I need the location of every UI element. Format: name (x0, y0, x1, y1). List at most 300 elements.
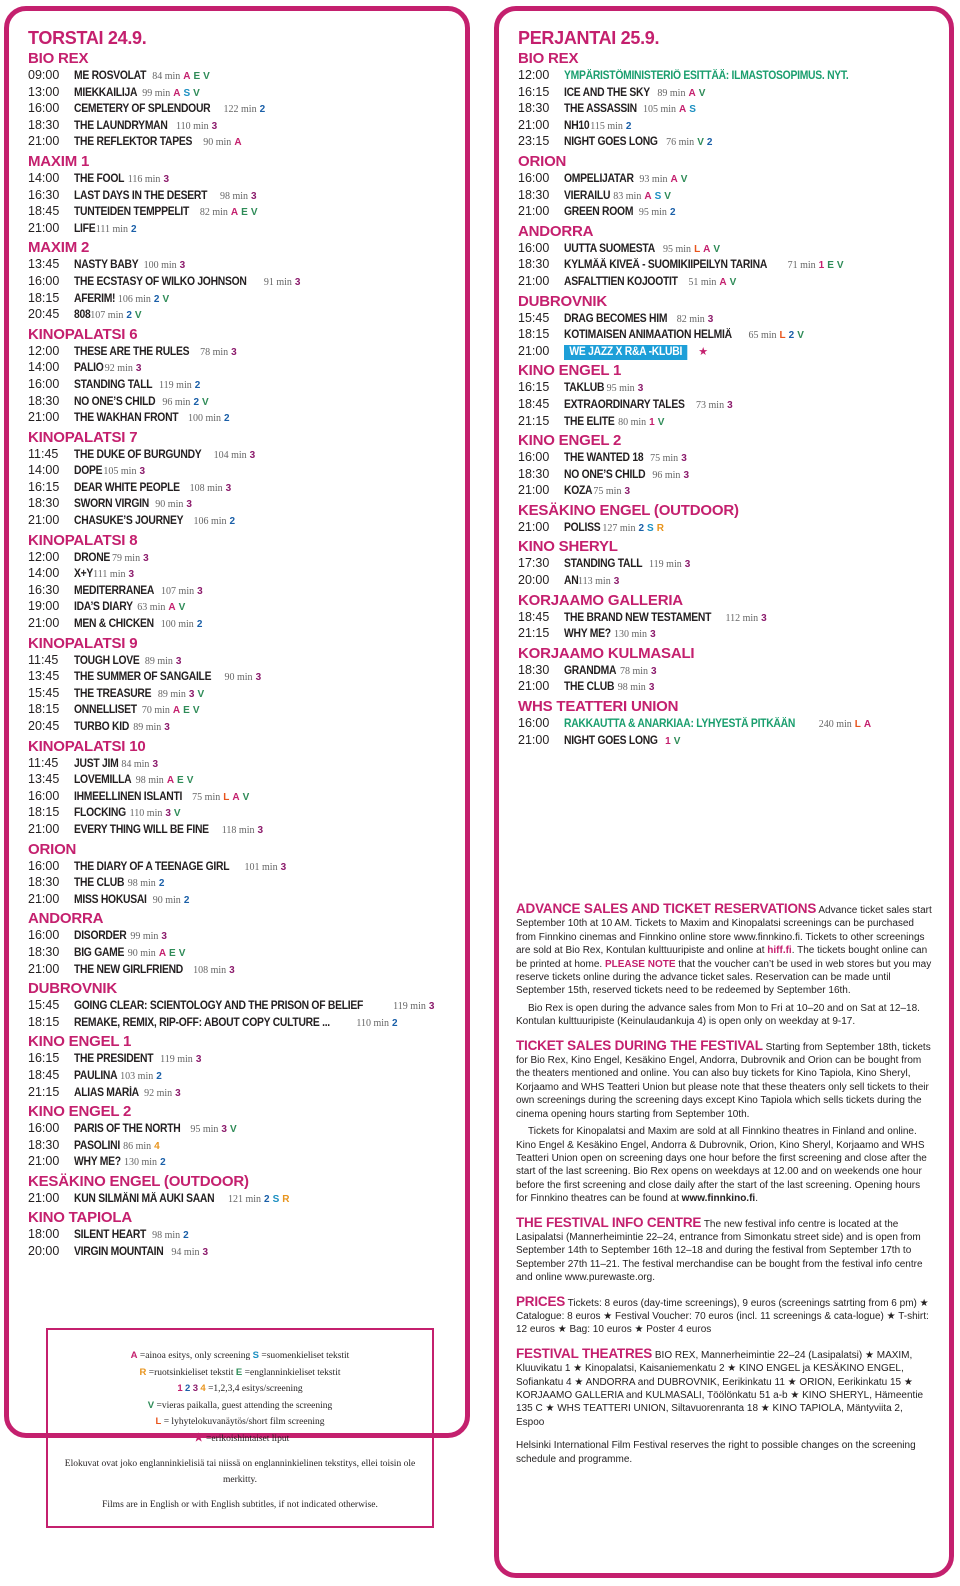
screening-meta (609, 188, 671, 205)
duration: 90 min (155, 499, 184, 511)
legend-text-nums: =1,2,3,4 esitys/screening (208, 1384, 303, 1394)
venue-heading: KINOPALATSI 6 (28, 325, 138, 343)
screening-row (28, 1121, 458, 1138)
film-title: BIG GAME (74, 946, 125, 959)
screening-time: 16:00 (518, 240, 550, 255)
screening-meta (586, 118, 631, 135)
screening-meta (692, 397, 733, 414)
screening-time: 23:15 (518, 134, 550, 149)
screening-meta (133, 599, 185, 616)
screening-time: 09:00 (28, 68, 60, 82)
screening-code: E (169, 947, 176, 959)
film-title: EVERY THING WILL BE FINE (74, 823, 209, 836)
film-title: YMPÄRISTÖMINISTERIÖ ESITTÄÄ: ILMASTOSOPIMUS. NYT. (564, 70, 849, 82)
screening-time: 18:30 (28, 1137, 60, 1152)
duration: 118 min (221, 824, 255, 836)
screening-meta (646, 450, 687, 467)
screening-code: 3 (428, 1001, 435, 1013)
screening-code: 2 (706, 137, 713, 149)
screening-meta (172, 118, 217, 135)
screening-time: 21:00 (518, 732, 550, 747)
screening-code: A (173, 87, 181, 99)
screening-meta (603, 380, 644, 397)
screening-row (28, 188, 458, 205)
legend-key-l: L (155, 1416, 162, 1427)
screening-code: V (729, 276, 737, 288)
venue-heading: KINOPALATSI 9 (28, 634, 138, 652)
screening-meta (610, 626, 656, 643)
screening-time: 16:00 (518, 716, 550, 731)
film-title: THE SUMMER OF SANGAILE (74, 671, 212, 684)
duration: 112 min (725, 612, 759, 624)
screening-code: V (797, 330, 804, 342)
screening-meta (138, 702, 200, 719)
legend-note-en: Films are in English or with English subtitles, if not indicated otherwise. (102, 1500, 378, 1510)
screening-time: 15:45 (518, 310, 550, 325)
screening-time: 15:45 (28, 685, 60, 700)
screening-code: R (656, 522, 664, 534)
venue-heading: KINOPALATSI 8 (28, 531, 138, 549)
screening-row (518, 241, 948, 258)
screening-row (28, 789, 458, 806)
duration: 119 min (393, 1001, 426, 1013)
legend-text-s: =suomenkieliset tekstit (261, 1351, 350, 1361)
hiff-link[interactable]: hiff.fi (767, 945, 792, 957)
prices-section (516, 1295, 932, 1337)
film-title: WHY ME? (564, 628, 611, 641)
film-title: THE FOOL (74, 172, 125, 185)
screening-row (28, 1015, 458, 1032)
screening-code: 3 (135, 363, 142, 375)
screening-code: E (177, 775, 184, 787)
screening-code: 3 (624, 486, 631, 498)
screening-time: 21:00 (28, 616, 60, 631)
screening-code: 3 (651, 665, 657, 677)
screening-time: 12:00 (518, 68, 550, 82)
screening-row (28, 550, 458, 567)
screening-code: A (172, 705, 181, 717)
duration: 93 min (639, 173, 668, 185)
duration: 86 min (123, 1140, 152, 1152)
screening-time: 21:00 (28, 410, 60, 425)
film-title: THE ELITE (564, 415, 615, 428)
screening-meta (189, 962, 235, 979)
screening-row (518, 68, 948, 85)
screening-code: A (670, 173, 678, 185)
screening-code: 2 (229, 516, 236, 528)
screening-time: 13:45 (28, 669, 60, 684)
duration: 70 min (141, 705, 170, 717)
duration: 111 min (95, 223, 129, 235)
film-title: PARIS OF THE NORTH (74, 1123, 181, 1136)
duration: 89 min (157, 688, 186, 700)
screening-meta (784, 257, 844, 274)
duration: 95 min (663, 243, 692, 255)
duration: 80 min (618, 416, 647, 428)
screening-code: R (282, 1193, 290, 1205)
screening-row (28, 101, 458, 118)
film-title: ONNELLISET (74, 704, 137, 717)
venue-heading: KESÄKINO ENGEL (OUTDOOR) (518, 501, 739, 519)
film-title: POLISS (564, 521, 601, 534)
duration: 108 min (193, 964, 227, 976)
legend-text-star: =erikoishintaiset liput (206, 1433, 290, 1444)
prices-heading: PRICES (516, 1293, 566, 1309)
screening-code: V (134, 310, 142, 322)
screening-meta (196, 204, 258, 221)
screening-code: V (698, 87, 706, 99)
screening-code: A (679, 104, 687, 116)
film-title: MEDITERRANEA (74, 584, 155, 597)
film-title: THE DIARY OF A TEENAGE GIRL (74, 860, 230, 873)
screening-code: E (183, 705, 190, 717)
screening-meta (148, 68, 210, 85)
screening-code: A (166, 775, 175, 787)
screening-code: S (183, 87, 191, 99)
film-title: THE LAUNDRYMAN (74, 119, 168, 132)
screening-time: 16:00 (28, 788, 60, 803)
duration: 91 min (263, 276, 292, 288)
screening-time: 21:15 (518, 413, 550, 428)
screening-code: V (242, 791, 250, 803)
legend-key-2: 2 (185, 1383, 191, 1394)
duration: 90 min (127, 947, 156, 959)
screening-code: V (173, 808, 181, 820)
screening-meta (199, 134, 241, 151)
screening-meta (124, 875, 165, 892)
screening-code: 3 (164, 722, 170, 733)
festival-sales-more: Tickets for Kinopalatsi and Maxim are sold at all Finnkino theatres in Finland and online. Kino Engel & Kesäkino Engel, Andorra & Dubrovnik, Orion, Kino Sheryl, Korjaamo and WHS Teatteri Union open on screening days one hour before the first screening and close after the start of the last screening. Bio Rex opens on weekdays at 12.00 and on weekends one hour before the first screening and close daily after the start of the last screening. Opening hours for Finnkino theatres can be found at www.finnkino.fi. (516, 1126, 927, 1205)
screening-row (28, 274, 458, 291)
screening-row (28, 307, 458, 324)
venue-heading: KINOPALATSI 7 (28, 428, 138, 446)
screening-code: 3 (165, 808, 171, 820)
screening-row (28, 599, 458, 616)
screening-code: 3 (143, 552, 149, 564)
duration: 95 min (606, 383, 635, 395)
screening-row (28, 204, 458, 221)
screening-meta (639, 101, 696, 118)
screening-time: 18:30 (518, 257, 550, 272)
screening-code: 3 (139, 466, 146, 478)
finnkino-link[interactable]: www.finnkino.fi (681, 1193, 756, 1205)
screening-code: V (697, 137, 704, 149)
screening-meta (241, 859, 287, 876)
screening-meta (114, 291, 169, 308)
duration: 73 min (696, 399, 725, 411)
info-centre-section (516, 1216, 932, 1285)
screening-row (518, 311, 948, 328)
screening-meta (126, 928, 167, 945)
screening-row (28, 962, 458, 979)
duration: 98 min (219, 190, 249, 202)
screening-code: 3 (195, 1054, 202, 1066)
duration: 106 min (117, 293, 151, 305)
duration: 90 min (203, 137, 232, 149)
screening-meta (186, 480, 232, 497)
duration: 83 min (613, 190, 642, 202)
screening-time: 21:00 (28, 891, 60, 906)
theatres-heading: FESTIVAL THEATRES (516, 1345, 653, 1361)
film-title: OMPELIJATAR (564, 172, 634, 185)
legend-box (46, 1328, 434, 1528)
screening-code: A (234, 137, 242, 149)
screening-time: 21:00 (28, 220, 60, 235)
film-title: WE JAZZ X R&A -KLUBI (564, 345, 687, 361)
screening-code: L (223, 791, 230, 803)
advance-text-1: Advance ticket sales start September 10th at 10 AM. Tickets to Maxim and Kinopalatsi screenings can be purchased from Finnkino cinemas and Finnkino online store www.finnkino.fi. Tickets to other screenings are sold at Bio Rex, Kontulan kulttuuripiste and online at (516, 905, 932, 957)
screening-code: 3 (197, 585, 203, 597)
duration: 95 min (638, 207, 667, 219)
screening-row (518, 610, 948, 627)
film-title: THE DUKE OF BURGUNDY (74, 448, 202, 461)
venue-heading: DUBROVNIK (28, 980, 118, 998)
screening-time: 18:30 (518, 101, 550, 116)
screening-meta (157, 583, 203, 600)
screening-row (28, 892, 458, 909)
screening-meta (129, 719, 170, 736)
screening-meta (92, 221, 137, 238)
legend-key-e: E (235, 1366, 243, 1378)
theatres-text: BIO REX, Mannerheimintie 22–24 (Lasipalatsi) ★ MAXIM, Kluuvikatu 1 ★ Kinopalatsi, Kaisaniemenkatu 2 ★ KINO ENGEL ja KESÄKINO ENGEL, Sofiankatu 4 ★ ANDORRA and DUBROVNIK, Eerikinkatu 11 ★ ORION, Eerikinkatu 15 ★ KORJAAMO GALLERIA and KULMASALI, Töölönkatu 51 a-b ★ KINO SHERYL, Hämeentie 135 C ★ WHS TEATTERI UNION, Siltavuorenranta 18 ★ KINO TAPIOLA, Mäntyviita 2, Espoo (516, 1349, 924, 1428)
duration: 75 min (593, 486, 622, 498)
screening-row (518, 257, 948, 274)
screening-code: 2 (788, 330, 795, 342)
ticket-info (516, 902, 932, 1476)
legend-key-r: R (139, 1366, 147, 1378)
screening-time: 17:30 (518, 556, 550, 571)
screening-row (28, 1191, 458, 1208)
duration: 130 min (124, 1157, 158, 1169)
screening-row (518, 101, 948, 118)
screening-time: 21:00 (28, 1190, 60, 1205)
film-title: LIFE (74, 222, 96, 235)
legend-row-1 (48, 1348, 432, 1365)
please-note: PLEASE NOTE (604, 958, 676, 970)
info-centre-text: The new festival info centre is located at the Lasipalatsi (Mannerheimintie 22–24, entrance from Simonkatu street side) and is open from September 14th to September 16th 12–18 and during the festival from September 17th to September 27th 11–21. The festival merchandise can be bought from the festival info centre and online www.purewaste.org. (516, 1218, 923, 1284)
screening-code: 2 (392, 1017, 398, 1029)
film-title: DRONE (74, 551, 111, 564)
screening-row (28, 653, 458, 670)
film-title: PAULINA (74, 1069, 118, 1082)
duration: 75 min (650, 453, 679, 465)
duration: 130 min (614, 629, 648, 641)
screening-time: 14:00 (28, 360, 60, 375)
venue-heading: ORION (28, 840, 77, 858)
duration: 111 min (93, 569, 126, 581)
screening-time: 16:00 (28, 928, 60, 943)
screening-time: 18:45 (518, 396, 550, 411)
screening-row (28, 616, 458, 633)
duration: 92 min (104, 363, 133, 375)
screening-time: 16:00 (518, 450, 550, 465)
screening-time: 12:00 (28, 549, 60, 564)
screening-time: 21:00 (28, 961, 60, 976)
screening-meta (154, 686, 204, 703)
film-title: THE TREASURE (74, 687, 152, 700)
screening-code: 3 (648, 682, 655, 694)
film-title: THE CLUB (564, 681, 615, 694)
screening-code: A (703, 243, 711, 255)
screening-row (28, 945, 458, 962)
screening-code: 3 (684, 559, 691, 571)
film-title: NO ONE’S CHILD (564, 468, 646, 481)
screening-meta (673, 311, 714, 328)
venue-heading: WHS TEATTERI UNION (518, 698, 679, 716)
screening-time: 16:00 (28, 101, 60, 116)
screening-time: 18:30 (28, 875, 60, 890)
film-title: CEMETERY OF SPLENDOUR (74, 103, 211, 116)
screening-time: 20:00 (28, 1244, 60, 1259)
duration: 122 min (223, 104, 257, 116)
duration: 90 min (224, 672, 253, 684)
venue-heading: BIO REX (518, 50, 579, 67)
screening-row (28, 68, 458, 85)
screening-code: 3 (179, 260, 186, 272)
day-title: TORSTAI 24.9. (28, 28, 147, 48)
screening-meta (158, 394, 208, 411)
screening-time: 16:30 (28, 187, 60, 202)
screening-code: V (664, 190, 671, 202)
film-title: KUN SILMÄNI MÄ AUKI SAAN (74, 1192, 215, 1205)
duration: 105 min (103, 466, 137, 478)
legend-row-2 (48, 1365, 432, 1382)
film-title: ICE AND THE SKY (564, 86, 650, 99)
film-title: THESE ARE THE RULES (74, 345, 190, 358)
screening-time: 18:30 (28, 496, 60, 511)
screening-time: 16:00 (28, 273, 60, 288)
duration: 119 min (160, 1054, 193, 1066)
duration: 108 min (189, 482, 223, 494)
screening-time: 18:30 (518, 187, 550, 202)
film-title: LOVEMILLA (74, 774, 132, 787)
screening-code: 2 (153, 293, 160, 305)
film-title: AFERIM! (74, 292, 116, 305)
film-title: MEN & CHICKEN (74, 618, 154, 631)
prices-text: Tickets: 8 euros (day-time screenings), 9 euros (screenings satrting from 6 pm) ★ Catalogue: 8 euros ★ Festival Voucher: 70 euros (incl. 11 screenings & cata-logue) ★ T-shirt: 12 euros ★ Bag: 10 euros ★ Poster 4 euros (516, 1297, 929, 1336)
screening-meta (186, 1121, 236, 1138)
duration: 116 min (127, 173, 161, 185)
venue-heading: DUBROVNIK (518, 292, 608, 310)
legend-row-4 (48, 1398, 432, 1415)
screening-meta (124, 945, 186, 962)
duration: 110 min (129, 808, 163, 820)
screening-meta (260, 274, 301, 291)
screening-code: 3 (186, 499, 192, 511)
screening-meta (598, 520, 664, 537)
screening-row (28, 669, 458, 686)
screening-row (518, 716, 948, 733)
duration: 99 min (130, 931, 159, 943)
duration: 84 min (121, 758, 150, 770)
screening-code: 2 (160, 1157, 166, 1169)
screening-meta (614, 414, 664, 431)
screening-meta (126, 805, 181, 822)
legend-key-v: V (147, 1399, 155, 1411)
screening-meta (196, 344, 237, 361)
screening-code: 3 (249, 449, 256, 461)
screening-time: 20:45 (28, 307, 60, 322)
screening-time: 16:00 (518, 170, 550, 185)
screening-code: S (654, 190, 662, 202)
screening-row (518, 679, 948, 696)
screening-row (518, 85, 948, 102)
screening-meta (156, 1051, 201, 1068)
screening-row (518, 450, 948, 467)
screening-time: 21:00 (28, 821, 60, 836)
screening-time: 16:15 (518, 84, 550, 99)
screening-code: 1 (665, 735, 671, 747)
screening-code: A (719, 276, 727, 288)
screening-code: A (168, 602, 176, 614)
screening-time: 14:00 (28, 170, 60, 185)
screening-time: 18:30 (518, 466, 550, 481)
screening-time: 21:00 (518, 117, 550, 132)
screening-code: A (863, 719, 872, 731)
screening-code: 3 (683, 469, 689, 481)
screening-code: 3 (231, 346, 237, 358)
screening-meta (616, 663, 657, 680)
screening-row (28, 1138, 458, 1155)
screening-meta (684, 274, 736, 291)
screening-meta (635, 171, 687, 188)
screening-time: 14:00 (28, 566, 60, 581)
film-title: KOTIMAISEN ANIMAATION HELMIÄ (564, 329, 732, 342)
screening-time: 16:30 (28, 582, 60, 597)
film-title: SILENT HEART (74, 1229, 147, 1242)
screening-meta (132, 772, 194, 789)
screening-code: 2 (193, 396, 199, 408)
screening-time: 21:00 (28, 134, 60, 149)
screening-time: 21:00 (28, 513, 60, 528)
duration: 65 min (748, 330, 777, 342)
screening-row (28, 513, 458, 530)
screening-meta (189, 513, 235, 530)
screening-row (28, 360, 458, 377)
screening-code: V (250, 207, 258, 219)
screening-code: 2 (194, 379, 201, 391)
venue-heading: ORION (518, 152, 567, 170)
venue-list (518, 50, 948, 749)
screening-time: 18:15 (28, 1014, 60, 1029)
screening-row (28, 134, 458, 151)
film-title: THE ASSASSIN (564, 103, 637, 116)
screening-code: A (230, 207, 239, 219)
film-title: MIEKKAILIJA (74, 86, 138, 99)
screening-code: S (689, 104, 696, 116)
film-title: SWORN VIRGIN (74, 498, 149, 511)
duration: 76 min (666, 137, 695, 149)
film-title: THE NEW GIRLFRIEND (74, 963, 183, 976)
film-title: ME ROSVOLAT (74, 70, 147, 82)
screening-meta (120, 1154, 166, 1171)
screening-row (28, 463, 458, 480)
screening-code: V (162, 293, 170, 305)
film-title: THE WANTED 18 (564, 452, 644, 465)
film-title: THE PRESIDENT (74, 1053, 154, 1066)
film-title: PASOLINI (74, 1139, 120, 1152)
screening-time: 21:00 (518, 679, 550, 694)
festival-text-1: Starting from September 18th, tickets for Bio Rex, Kino Engel, Kesäkino Engel, Andorra, Dubrovnik and Orion can be bought from the theaters mentioned and online. You can also buy tickets for Kino Tapiola, Kino Sheryl, Korjaamo and WHS Teatteri Union but please note that these theaters only sell tickets to their own screenings during the screening days except Kino Tapiola which sells tickets during the cinema opening hours starting from September 10th. (516, 1041, 931, 1120)
advance-text-3: that the voucher can’t be used in web stores but you may reserve tickets online during the advance ticket sales. Reservation can be made until September 15th, reserved tickets need to be redeemed by September 16th. (516, 958, 932, 997)
screening-code: 1 (818, 260, 825, 272)
venue-heading: MAXIM 1 (28, 152, 90, 170)
film-title: NIGHT GOES LONG (564, 734, 658, 747)
film-title: TOUGH LOVE (74, 654, 140, 667)
duration: 107 min (161, 585, 195, 597)
screening-row (518, 520, 948, 537)
screening-time: 16:00 (28, 1121, 60, 1136)
